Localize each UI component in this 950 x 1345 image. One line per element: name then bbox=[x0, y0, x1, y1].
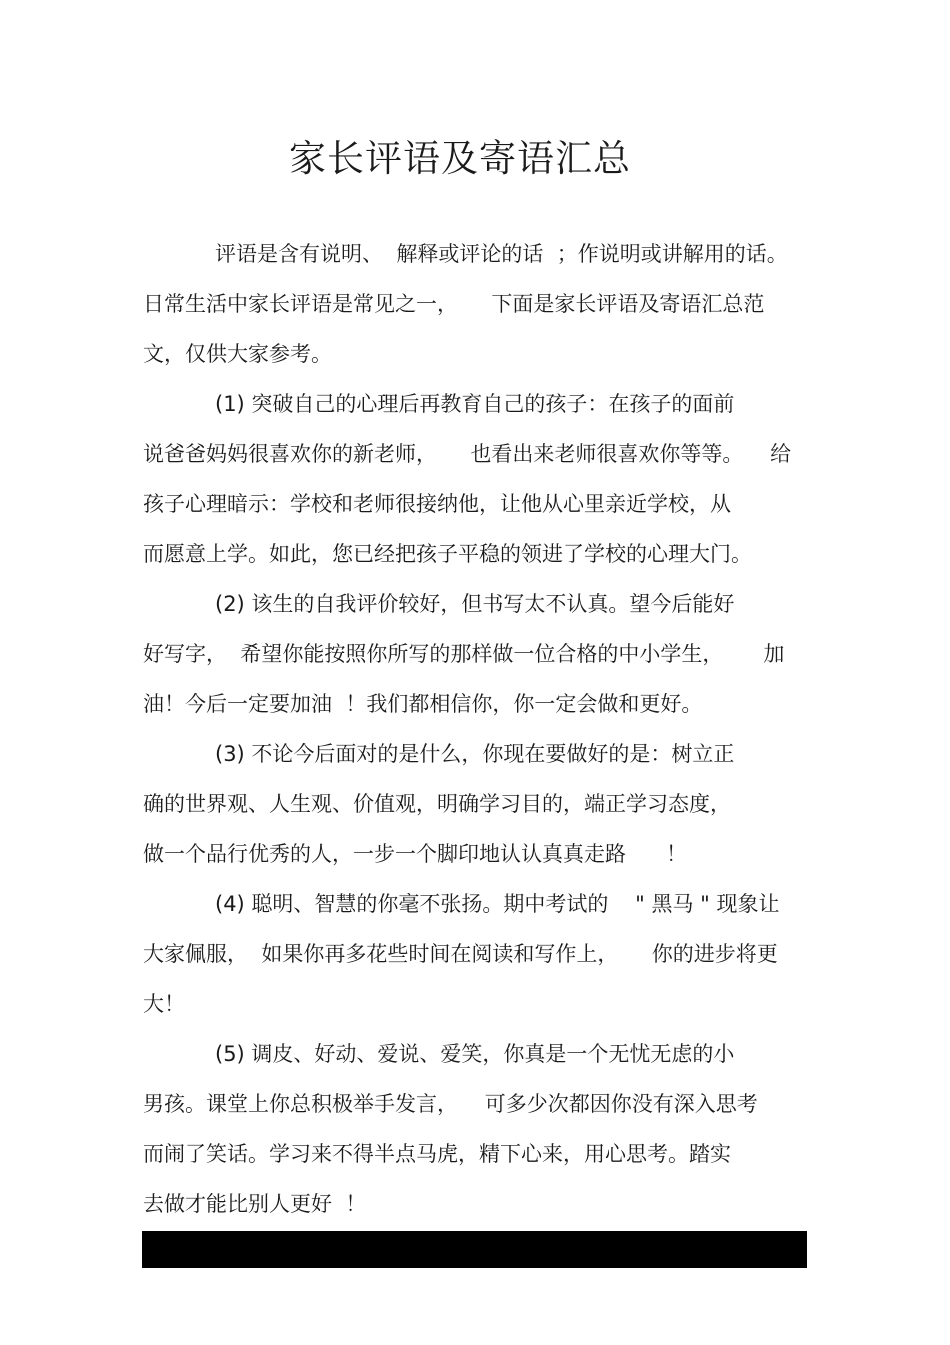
paragraph-line: 评语是含有说明、 解释或评论的话 ；作说明或讲解用的话。 bbox=[215, 242, 788, 266]
paragraph-line: 文，仅供大家参考。 bbox=[143, 342, 332, 366]
paragraph-line: 做一个品行优秀的人，一步一个脚印地认认真真走路 ！ bbox=[143, 842, 688, 866]
paragraph-line: (1) 突破自己的心理后再教育自己的孩子：在孩子的面前 bbox=[215, 392, 735, 416]
paragraph-line: (2) 该生的自我评价较好，但书写太不认真。望今后能好 bbox=[215, 592, 735, 616]
paragraph-line: (4) 聪明、智慧的你毫不张扬。期中考试的 " 黑马 " 现象让 bbox=[215, 892, 780, 916]
paragraph-line: 而闹了笑话。学习来不得半点马虎，精下心来，用心思考。踏实 bbox=[143, 1142, 731, 1166]
paragraph-line: (5) 调皮、好动、爱说、爱笑，你真是一个无忧无虑的小 bbox=[215, 1042, 735, 1066]
paragraph-line: 大！ bbox=[143, 992, 185, 1016]
paragraph-line: 说爸爸妈妈很喜欢你的新老师， 也看出来老师很喜欢你等等。 给 bbox=[143, 442, 792, 466]
paragraph-line: 好写字， 希望你能按照你所写的那样做一位合格的中小学生， 加 bbox=[143, 642, 785, 666]
paragraph-line: 而愿意上学。如此，您已经把孩子平稳的领进了学校的心理大门。 bbox=[143, 542, 752, 566]
document-title: 家长评语及寄语汇总 bbox=[289, 137, 631, 180]
redaction-bar bbox=[142, 1231, 807, 1268]
paragraph-line: (3) 不论今后面对的是什么，你现在要做好的是：树立正 bbox=[215, 742, 735, 766]
paragraph-line: 孩子心理暗示：学校和老师很接纳他，让他从心里亲近学校，从 bbox=[143, 492, 731, 516]
paragraph-line: 去做才能比别人更好 ！ bbox=[143, 1192, 367, 1216]
paragraph-line: 确的世界观、人生观、价值观，明确学习目的，端正学习态度， bbox=[143, 792, 731, 816]
paragraph-line: 大家佩服， 如果你再多花些时间在阅读和写作上， 你的进步将更 bbox=[143, 942, 778, 966]
paragraph-line: 男孩。课堂上你总积极举手发言， 可多少次都因你没有深入思考 bbox=[143, 1092, 758, 1116]
paragraph-line: 日常生活中家长评语是常见之一， 下面是家长评语及寄语汇总范 bbox=[143, 292, 765, 316]
paragraph-line: 油！今后一定要加油 ！我们都相信你，你一定会做和更好。 bbox=[143, 692, 703, 716]
